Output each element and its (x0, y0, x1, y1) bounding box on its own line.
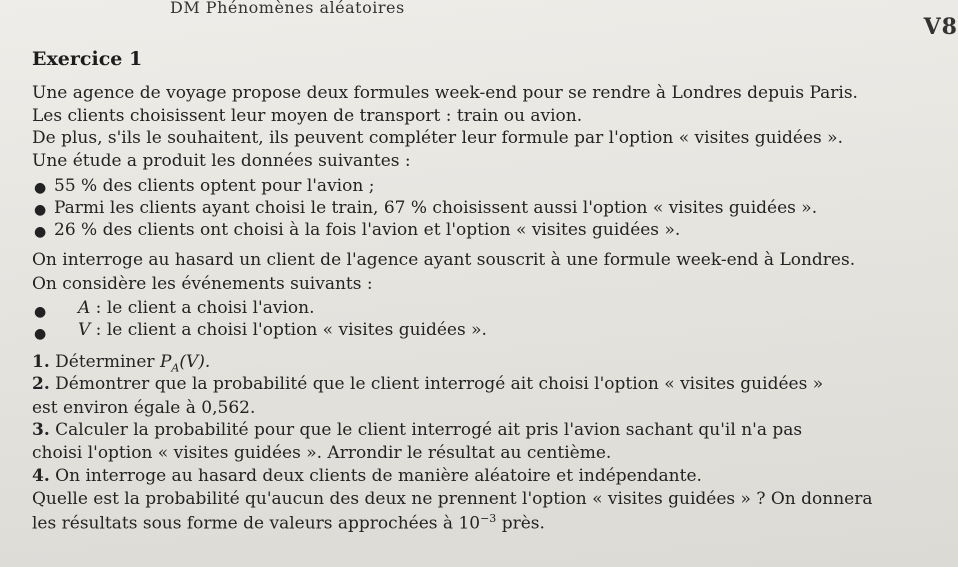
event-v-symbol: V (78, 320, 91, 340)
question-2-line-1 (32, 374, 823, 394)
event-a-symbol: A (78, 298, 91, 318)
bullet-icon: ● (34, 224, 47, 240)
question-1-text: Déterminer (55, 352, 155, 372)
question-4-line-1 (32, 466, 702, 486)
bullet-icon: ● (34, 202, 47, 218)
question-1-number: 1. (32, 352, 50, 372)
data-bullet-2: Parmi les clients ayant choisi le train, 67 % choisissent aussi l'option « visites guidées ». (54, 198, 818, 218)
document-header-title: DM Phénomènes aléatoires (170, 0, 405, 17)
question-1-subscript: A (171, 361, 180, 375)
bullet-icon: ● (34, 326, 47, 342)
question-2-number: 2. (32, 374, 50, 394)
question-4-line-3 (32, 512, 545, 534)
context-line-1: On interroge au hasard un client de l'agence ayant souscrit à une formule week-end à Londres. (32, 250, 856, 270)
question-2-line-2: est environ égale à 0,562. (32, 398, 256, 418)
event-v (78, 320, 487, 340)
exercise-title: Exercice 1 (32, 48, 143, 70)
question-4-text-1: On interroge au hasard deux clients de manière aléatoire et indépendante. (55, 466, 702, 486)
event-v-text: : le client a choisi l'option « visites guidées ». (90, 320, 487, 340)
question-1 (32, 352, 210, 374)
question-3-line-2: choisi l'option « visites guidées ». Arrondir le résultat au centième. (32, 443, 612, 463)
intro-line-1: Une agence de voyage propose deux formules week-end pour se rendre à Londres depuis Paris. (32, 83, 858, 103)
data-bullet-3: 26 % des clients ont choisi à la fois l'avion et l'option « visites guidées ». (54, 220, 681, 240)
context-line-2: On considère les événements suivants : (32, 274, 373, 294)
data-bullet-1: 55 % des clients optent pour l'avion ; (54, 176, 375, 196)
intro-line-2: Les clients choisissent leur moyen de transport : train ou avion. (32, 106, 583, 126)
event-a (78, 298, 314, 318)
question-4-line-2: Quelle est la probabilité qu'aucun des deux ne prennent l'option « visites guidées » ? On donnera (32, 489, 873, 509)
question-4-text-3b: près. (496, 513, 545, 534)
event-a-text: : le client a choisi l'avion. (90, 298, 315, 318)
bullet-icon: ● (34, 180, 47, 196)
question-3-text-1: Calculer la probabilité pour que le client interrogé ait pris l'avion sachant qu'il n'a pas (55, 420, 803, 440)
question-4-number: 4. (32, 466, 50, 486)
question-3-line-1 (32, 420, 802, 440)
question-2-text-1: Démontrer que la probabilité que le client interrogé ait choisi l'option « visites guidées » (55, 374, 824, 394)
power-exponent: −3 (480, 512, 497, 525)
intro-line-3: De plus, s'ils le souhaitent, ils peuvent compléter leur formule par l'option « visites guidées ». (32, 128, 843, 148)
question-1-arg: (V). (179, 352, 211, 372)
question-3-number: 3. (32, 420, 50, 440)
corner-mark: V8 (923, 14, 958, 40)
intro-line-4: Une étude a produit les données suivantes : (32, 151, 411, 171)
question-4-text-3a: les résultats sous forme de valeurs approchées à (32, 513, 459, 534)
power-base: 10 (458, 513, 481, 534)
question-1-p: P (159, 352, 172, 372)
bullet-icon: ● (34, 304, 47, 320)
